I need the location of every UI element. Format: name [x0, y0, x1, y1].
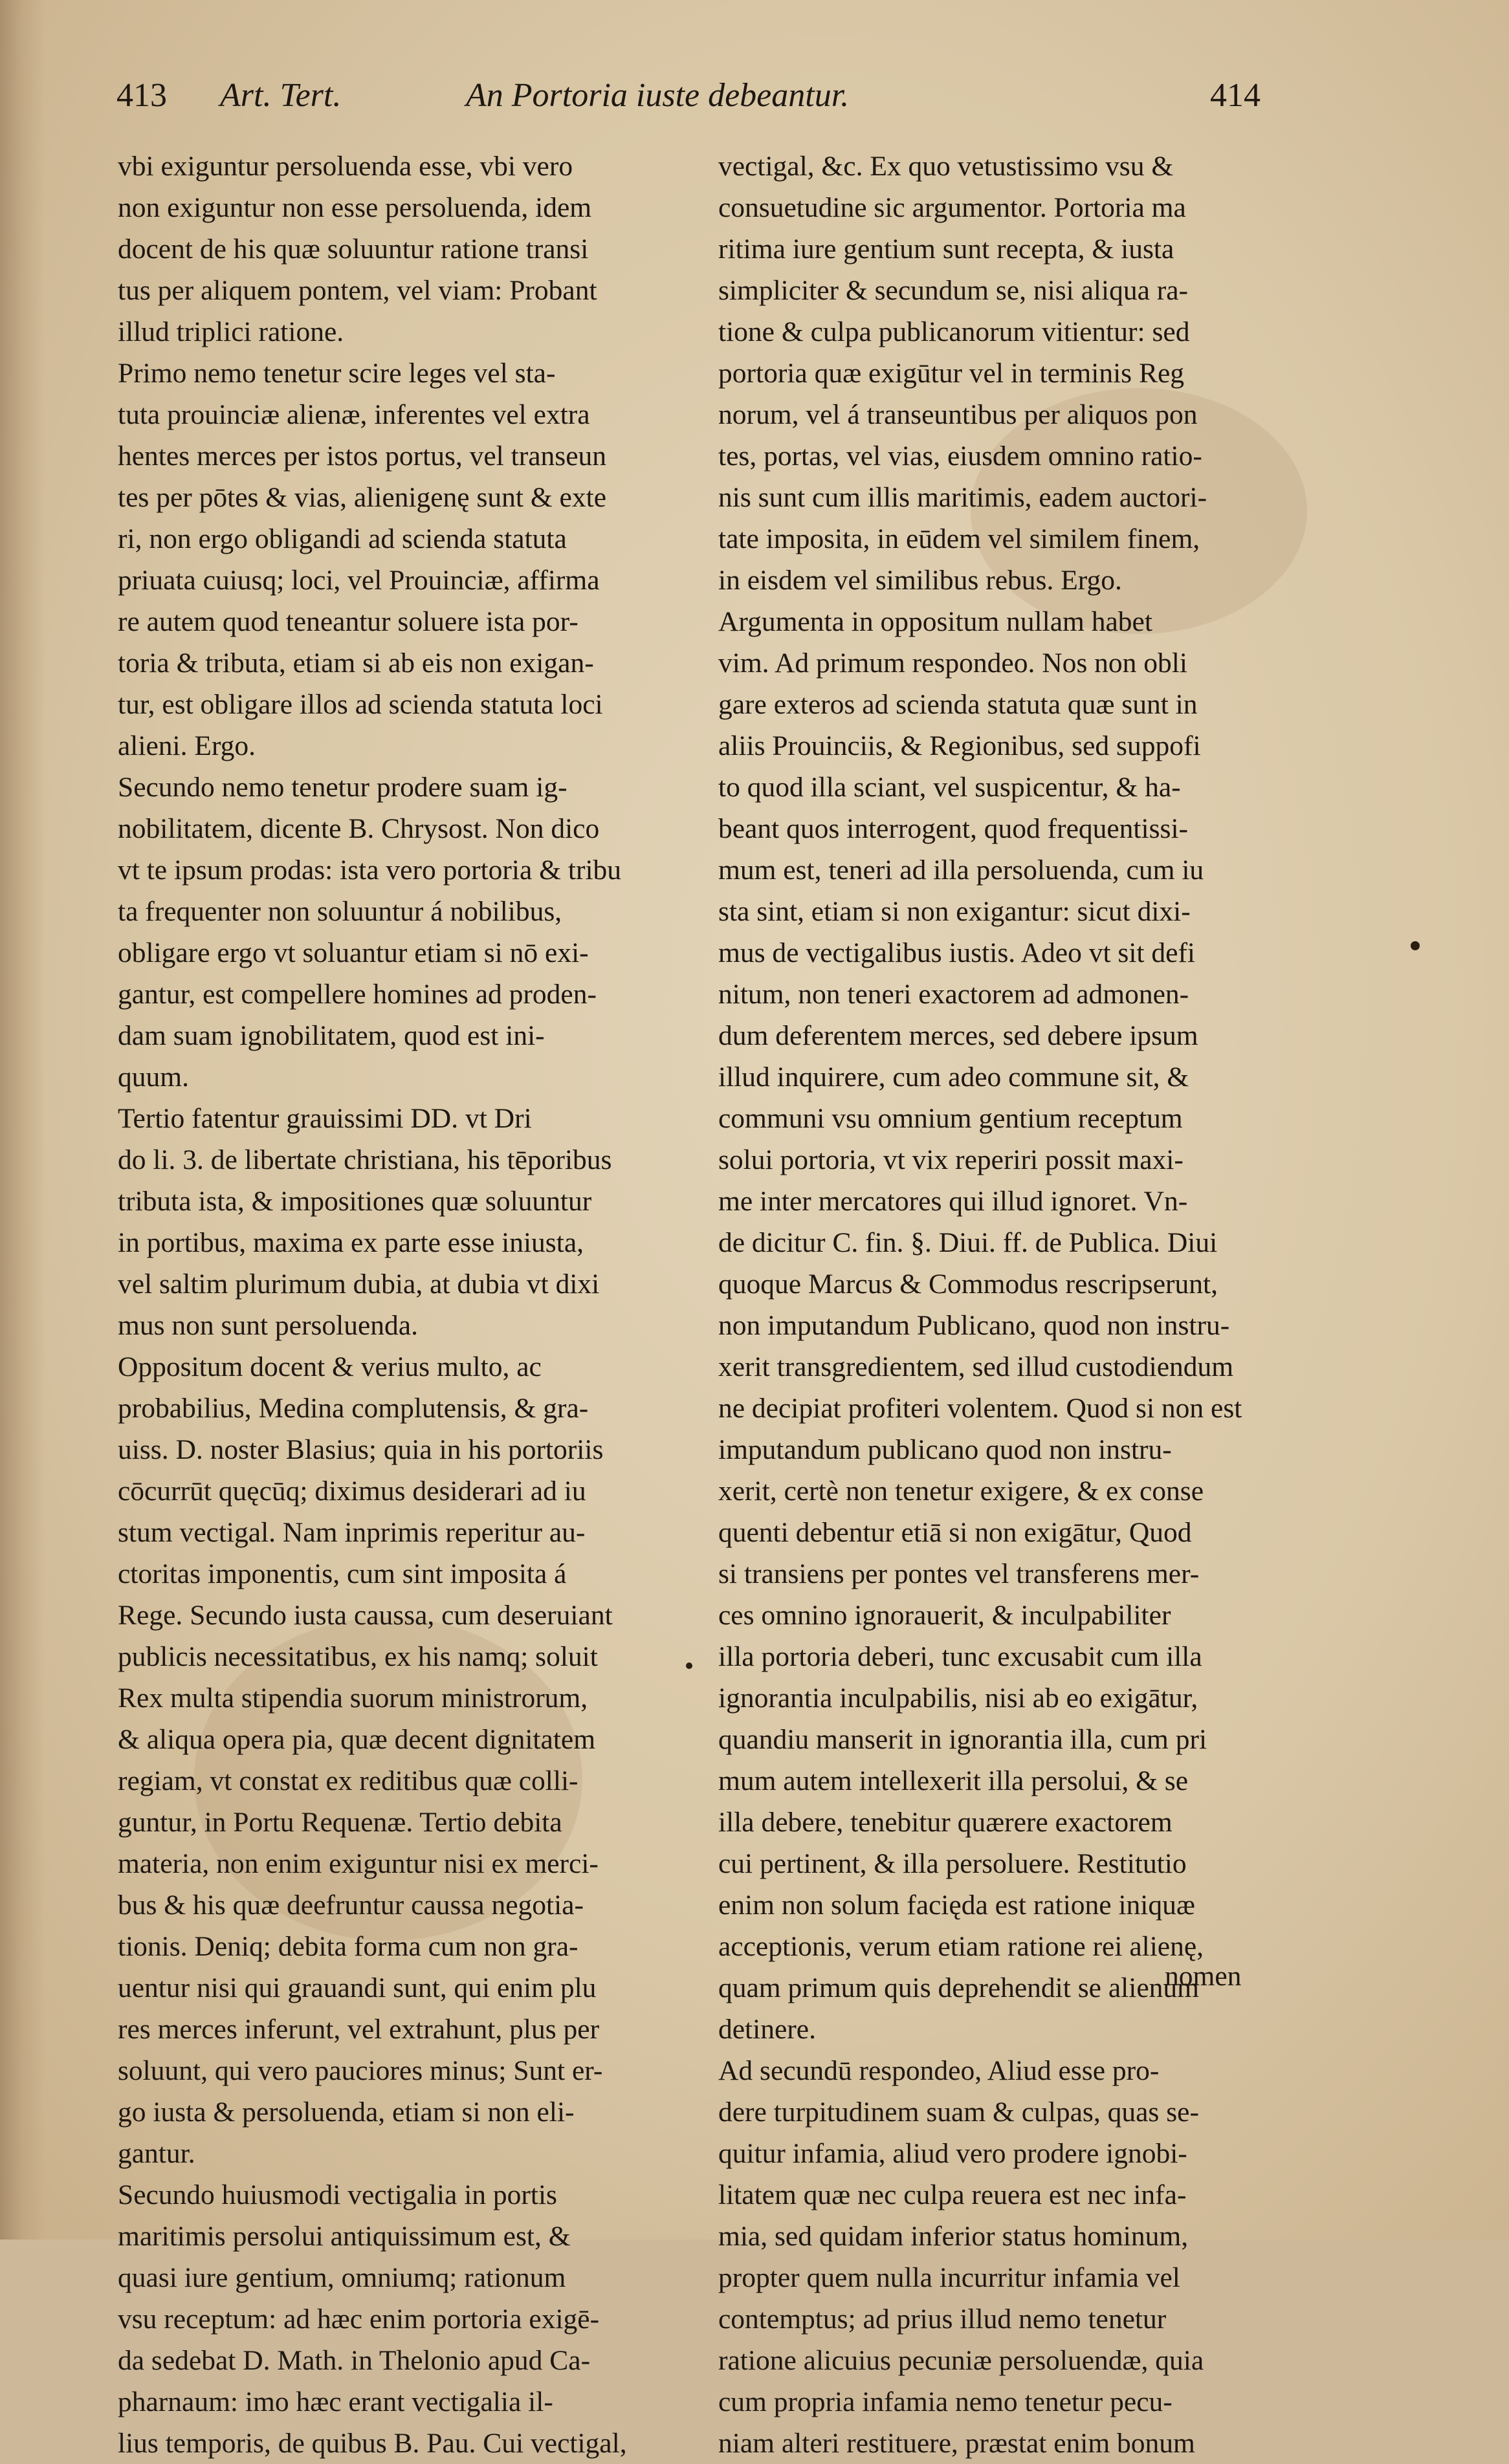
text-line: mus non sunt persoluenda. — [118, 1310, 418, 1341]
text-column-right — [718, 146, 1294, 2464]
text-column-left — [118, 146, 694, 2464]
text-line: ritima iure gentium sunt recepta, & iusta — [718, 234, 1174, 265]
text-line: lius temporis, de quibus B. Pau. Cui vectigal, — [118, 2428, 627, 2459]
text-line: tus per aliquem pontem, vel viam: Probant — [118, 275, 597, 306]
text-line: & aliqua opera pia, quæ decent dignitatem — [118, 1724, 596, 1755]
text-line: hentes merces per istos portus, vel transeun — [118, 441, 607, 472]
text-line: Primo nemo tenetur scire leges vel sta- — [118, 358, 556, 389]
text-line: ratione alicuius pecuniæ persoluendæ, quia — [718, 2345, 1204, 2376]
text-line: me inter mercatores qui illud ignoret. Vn- — [718, 1186, 1188, 1217]
text-line: res merces inferunt, vel extrahunt, plus per — [118, 2014, 600, 2045]
text-line: quenti debentur etiā si non exigātur, Quod — [718, 1517, 1192, 1548]
text-line: illa portoria deberi, tunc excusabit cum illa — [718, 1641, 1202, 1672]
text-line: quandiu manserit in ignorantia illa, cum pri — [718, 1724, 1207, 1755]
text-line: cum propria infamia nemo tenetur pecu- — [718, 2386, 1173, 2417]
text-line: ignorantia inculpabilis, nisi ab eo exigātur, — [718, 1683, 1198, 1714]
text-line: xerit transgredientem, sed illud custodiendum — [718, 1351, 1234, 1382]
text-line: ctoritas imponentis, cum sint imposita á — [118, 1558, 567, 1589]
text-line: gantur. — [118, 2138, 195, 2169]
text-line: uiss. D. noster Blasius; quia in his portoriis — [118, 1434, 604, 1465]
text-line: uentur nisi qui grauandi sunt, qui enim plu — [118, 1972, 597, 2003]
text-line: tes per pōtes & vias, alienigenę sunt & exte — [118, 482, 607, 513]
text-line: dam suam ignobilitatem, quod est ini- — [118, 1020, 545, 1051]
text-line: propter quem nulla incurritur infamia vel — [718, 2262, 1180, 2293]
text-line: tione & culpa publicanorum vitientur: sed — [718, 316, 1190, 347]
text-line: toria & tributa, etiam si ab eis non exigan- — [118, 648, 594, 679]
page-number-left: 413 — [116, 77, 167, 114]
text-line: cui pertinent, & illa persoluere. Restitutio — [718, 1848, 1187, 1879]
text-line: detinere. — [718, 2014, 816, 2045]
text-line: quum. — [118, 1062, 189, 1093]
text-line: ri, non ergo obligandi ad scienda statuta — [118, 523, 567, 554]
text-line: aliis Prouinciis, & Regionibus, sed suppofi — [718, 730, 1201, 761]
text-line: do li. 3. de libertate christiana, his tēporibus — [118, 1144, 612, 1175]
text-line: tuta prouinciæ alienæ, inferentes vel extra — [118, 399, 590, 430]
text-line: Rege. Secundo iusta caussa, cum deseruiant — [118, 1600, 613, 1631]
text-line: mia, sed quidam inferior status hominum, — [718, 2221, 1189, 2252]
ink-spot — [1411, 941, 1420, 950]
text-line: pharnaum: imo hæc erant vectigalia il- — [118, 2386, 553, 2417]
text-line: illa debere, tenebitur quærere exactorem — [718, 1807, 1173, 1838]
text-line: mum est, teneri ad illa persoluenda, cum iu — [718, 855, 1204, 886]
text-line: tionis. Deniq; debita forma cum non gra- — [118, 1931, 578, 1962]
running-header — [116, 76, 1281, 135]
text-line: nis sunt cum illis maritimis, eadem auctori- — [718, 482, 1207, 513]
text-line: illud triplici ratione. — [118, 316, 344, 347]
text-line: Secundo huiusmodi vectigalia in portis — [118, 2179, 557, 2210]
text-line: dum deferentem merces, sed debere ipsum — [718, 1020, 1198, 1051]
text-line: non imputandum Publicano, quod non instru- — [718, 1310, 1230, 1341]
text-line: si transiens per pontes vel transferens mer- — [718, 1558, 1200, 1589]
text-line: xerit, certè non tenetur exigere, & ex conse — [718, 1476, 1204, 1507]
text-line: in portibus, maxima ex parte esse iniusta, — [118, 1227, 584, 1258]
text-line: regiam, vt constat ex reditibus quæ colli- — [118, 1765, 578, 1796]
text-line: vectigal, &c. Ex quo vetustissimo vsu & — [718, 151, 1174, 182]
text-line: stum vectigal. Nam inprimis reperitur au- — [118, 1517, 586, 1548]
page-gutter-shadow — [0, 0, 45, 2240]
text-line: Tertio fatentur grauissimi DD. vt Dri — [118, 1103, 532, 1134]
text-line: ne decipiat profiteri volentem. Quod si non est — [718, 1393, 1242, 1424]
text-line: beant quos interrogent, quod frequentissi- — [718, 813, 1189, 844]
text-line: imputandum publicano quod non instru- — [718, 1434, 1172, 1465]
text-line: gantur, est compellere homines ad proden- — [118, 979, 597, 1010]
text-line: in eisdem vel similibus rebus. Ergo. — [718, 565, 1122, 596]
text-line: enim non solum facięda est ratione iniquæ — [718, 1890, 1195, 1921]
text-line: litatem quæ nec culpa reuera est nec infa- — [718, 2179, 1187, 2210]
text-line: bus & his quæ deefruntur caussa negotia- — [118, 1890, 584, 1921]
text-line: niam alteri restituere, præstat enim bonum — [718, 2428, 1195, 2459]
text-line: contemptus; ad prius illud nemo tenetur — [718, 2304, 1167, 2335]
ink-spot — [686, 1663, 692, 1669]
text-line: acceptionis, verum etiam ratione rei alienę, — [718, 1931, 1204, 1962]
text-line: go iusta & persoluenda, etiam si non eli- — [118, 2097, 575, 2128]
text-line: publicis necessitatibus, ex his namq; soluit — [118, 1641, 598, 1672]
text-line: ta frequenter non soluuntur á nobilibus, — [118, 896, 562, 927]
text-line: tributa ista, & impositiones quæ soluuntur — [118, 1186, 592, 1217]
text-line: to quod illa sciant, vel suspicentur, & ha- — [718, 772, 1181, 803]
text-line: consuetudine sic argumentor. Portoria ma — [718, 192, 1186, 223]
text-line: mum autem intellexerit illa persolui, & se — [718, 1765, 1189, 1796]
text-line: sta sint, etiam si non exigantur: sicut dixi- — [718, 896, 1191, 927]
text-line: mus de vectigalibus iustis. Adeo vt sit defi — [718, 937, 1196, 968]
text-line: vsu receptum: ad hæc enim portoria exigē- — [118, 2304, 600, 2335]
text-line: Oppositum docent & verius multo, ac — [118, 1351, 542, 1382]
text-line: quam primum quis deprehendit se alienum — [718, 1972, 1199, 2003]
text-line: gare exteros ad scienda statuta quæ sunt in — [718, 689, 1198, 720]
text-line: portoria quæ exigūtur vel in terminis Reg — [718, 358, 1185, 389]
text-line: tes, portas, vel vias, eiusdem omnino ratio- — [718, 441, 1202, 472]
text-line: quasi iure gentium, omniumq; rationum — [118, 2262, 566, 2293]
text-line: tate imposita, in eūdem vel similem finem, — [718, 523, 1200, 554]
text-line: quoque Marcus & Commodus rescripserunt, — [718, 1269, 1218, 1300]
header-title: An Portoria iuste debeantur. — [466, 77, 850, 114]
text-line: Ad secundū respondeo, Aliud esse pro- — [718, 2055, 1160, 2086]
text-line: materia, non enim exiguntur nisi ex merci- — [118, 1848, 599, 1879]
text-line: tur, est obligare illos ad scienda statuta loci — [118, 689, 603, 720]
text-line: dere turpitudinem suam & culpas, quas se- — [718, 2097, 1199, 2128]
text-line: Argumenta in oppositum nullam habet — [718, 606, 1152, 637]
text-line: da sedebat D. Math. in Thelonio apud Ca- — [118, 2345, 591, 2376]
text-line: ces omnino ignorauerit, & inculpabiliter — [718, 1600, 1171, 1631]
text-line: priuata cuiusq; loci, vel Prouinciæ, affirma — [118, 565, 600, 596]
text-line: alieni. Ergo. — [118, 730, 256, 761]
header-article: Art. Tert. — [220, 77, 342, 114]
text-line: vel saltim plurimum dubia, at dubia vt dixi — [118, 1269, 600, 1300]
text-line: nobilitatem, dicente B. Chrysost. Non dico — [118, 813, 600, 844]
text-line: Secundo nemo tenetur prodere suam ig- — [118, 772, 567, 803]
text-line: norum, vel á transeuntibus per aliquos pon — [718, 399, 1198, 430]
text-line: obligare ergo vt soluantur etiam si nō exi- — [118, 937, 589, 968]
text-line: Rex multa stipendia suorum ministrorum, — [118, 1683, 588, 1714]
catchword: nomen — [1165, 1961, 1242, 1992]
text-line: communi vsu omnium gentium receptum — [718, 1103, 1183, 1134]
text-line: simpliciter & secundum se, nisi aliqua ra- — [718, 275, 1189, 306]
text-line: illud inquirere, cum adeo commune sit, & — [718, 1062, 1189, 1093]
text-line: docent de his quæ soluuntur ratione transi — [118, 234, 589, 265]
text-line: de dicitur C. fin. §. Diui. ff. de Publica. Diui — [718, 1227, 1218, 1258]
text-line: cōcurrūt quęcūq; diximus desiderari ad iu — [118, 1476, 586, 1507]
text-line: vbi exiguntur persoluenda esse, vbi vero — [118, 151, 573, 182]
text-line: maritimis persolui antiquissimum est, & — [118, 2221, 571, 2252]
text-line: guntur, in Portu Requenæ. Tertio debita — [118, 1807, 562, 1838]
text-line: quitur infamia, aliud vero prodere ignobi- — [718, 2138, 1187, 2169]
text-line: solui portoria, vt vix reperiri possit maxi- — [718, 1144, 1184, 1175]
text-line: non exiguntur non esse persoluenda, idem — [118, 192, 592, 223]
text-line: re autem quod teneantur soluere ista por- — [118, 606, 578, 637]
page-number-right: 414 — [1210, 77, 1261, 114]
text-line: vim. Ad primum respondeo. Nos non obli — [718, 648, 1187, 679]
text-line: probabilius, Medina complutensis, & gra- — [118, 1393, 589, 1424]
text-line: vt te ipsum prodas: ista vero portoria & tribu — [118, 855, 622, 886]
text-line: soluunt, qui vero pauciores minus; Sunt er- — [118, 2055, 603, 2086]
text-line: nitum, non teneri exactorem ad admonen- — [718, 979, 1189, 1010]
